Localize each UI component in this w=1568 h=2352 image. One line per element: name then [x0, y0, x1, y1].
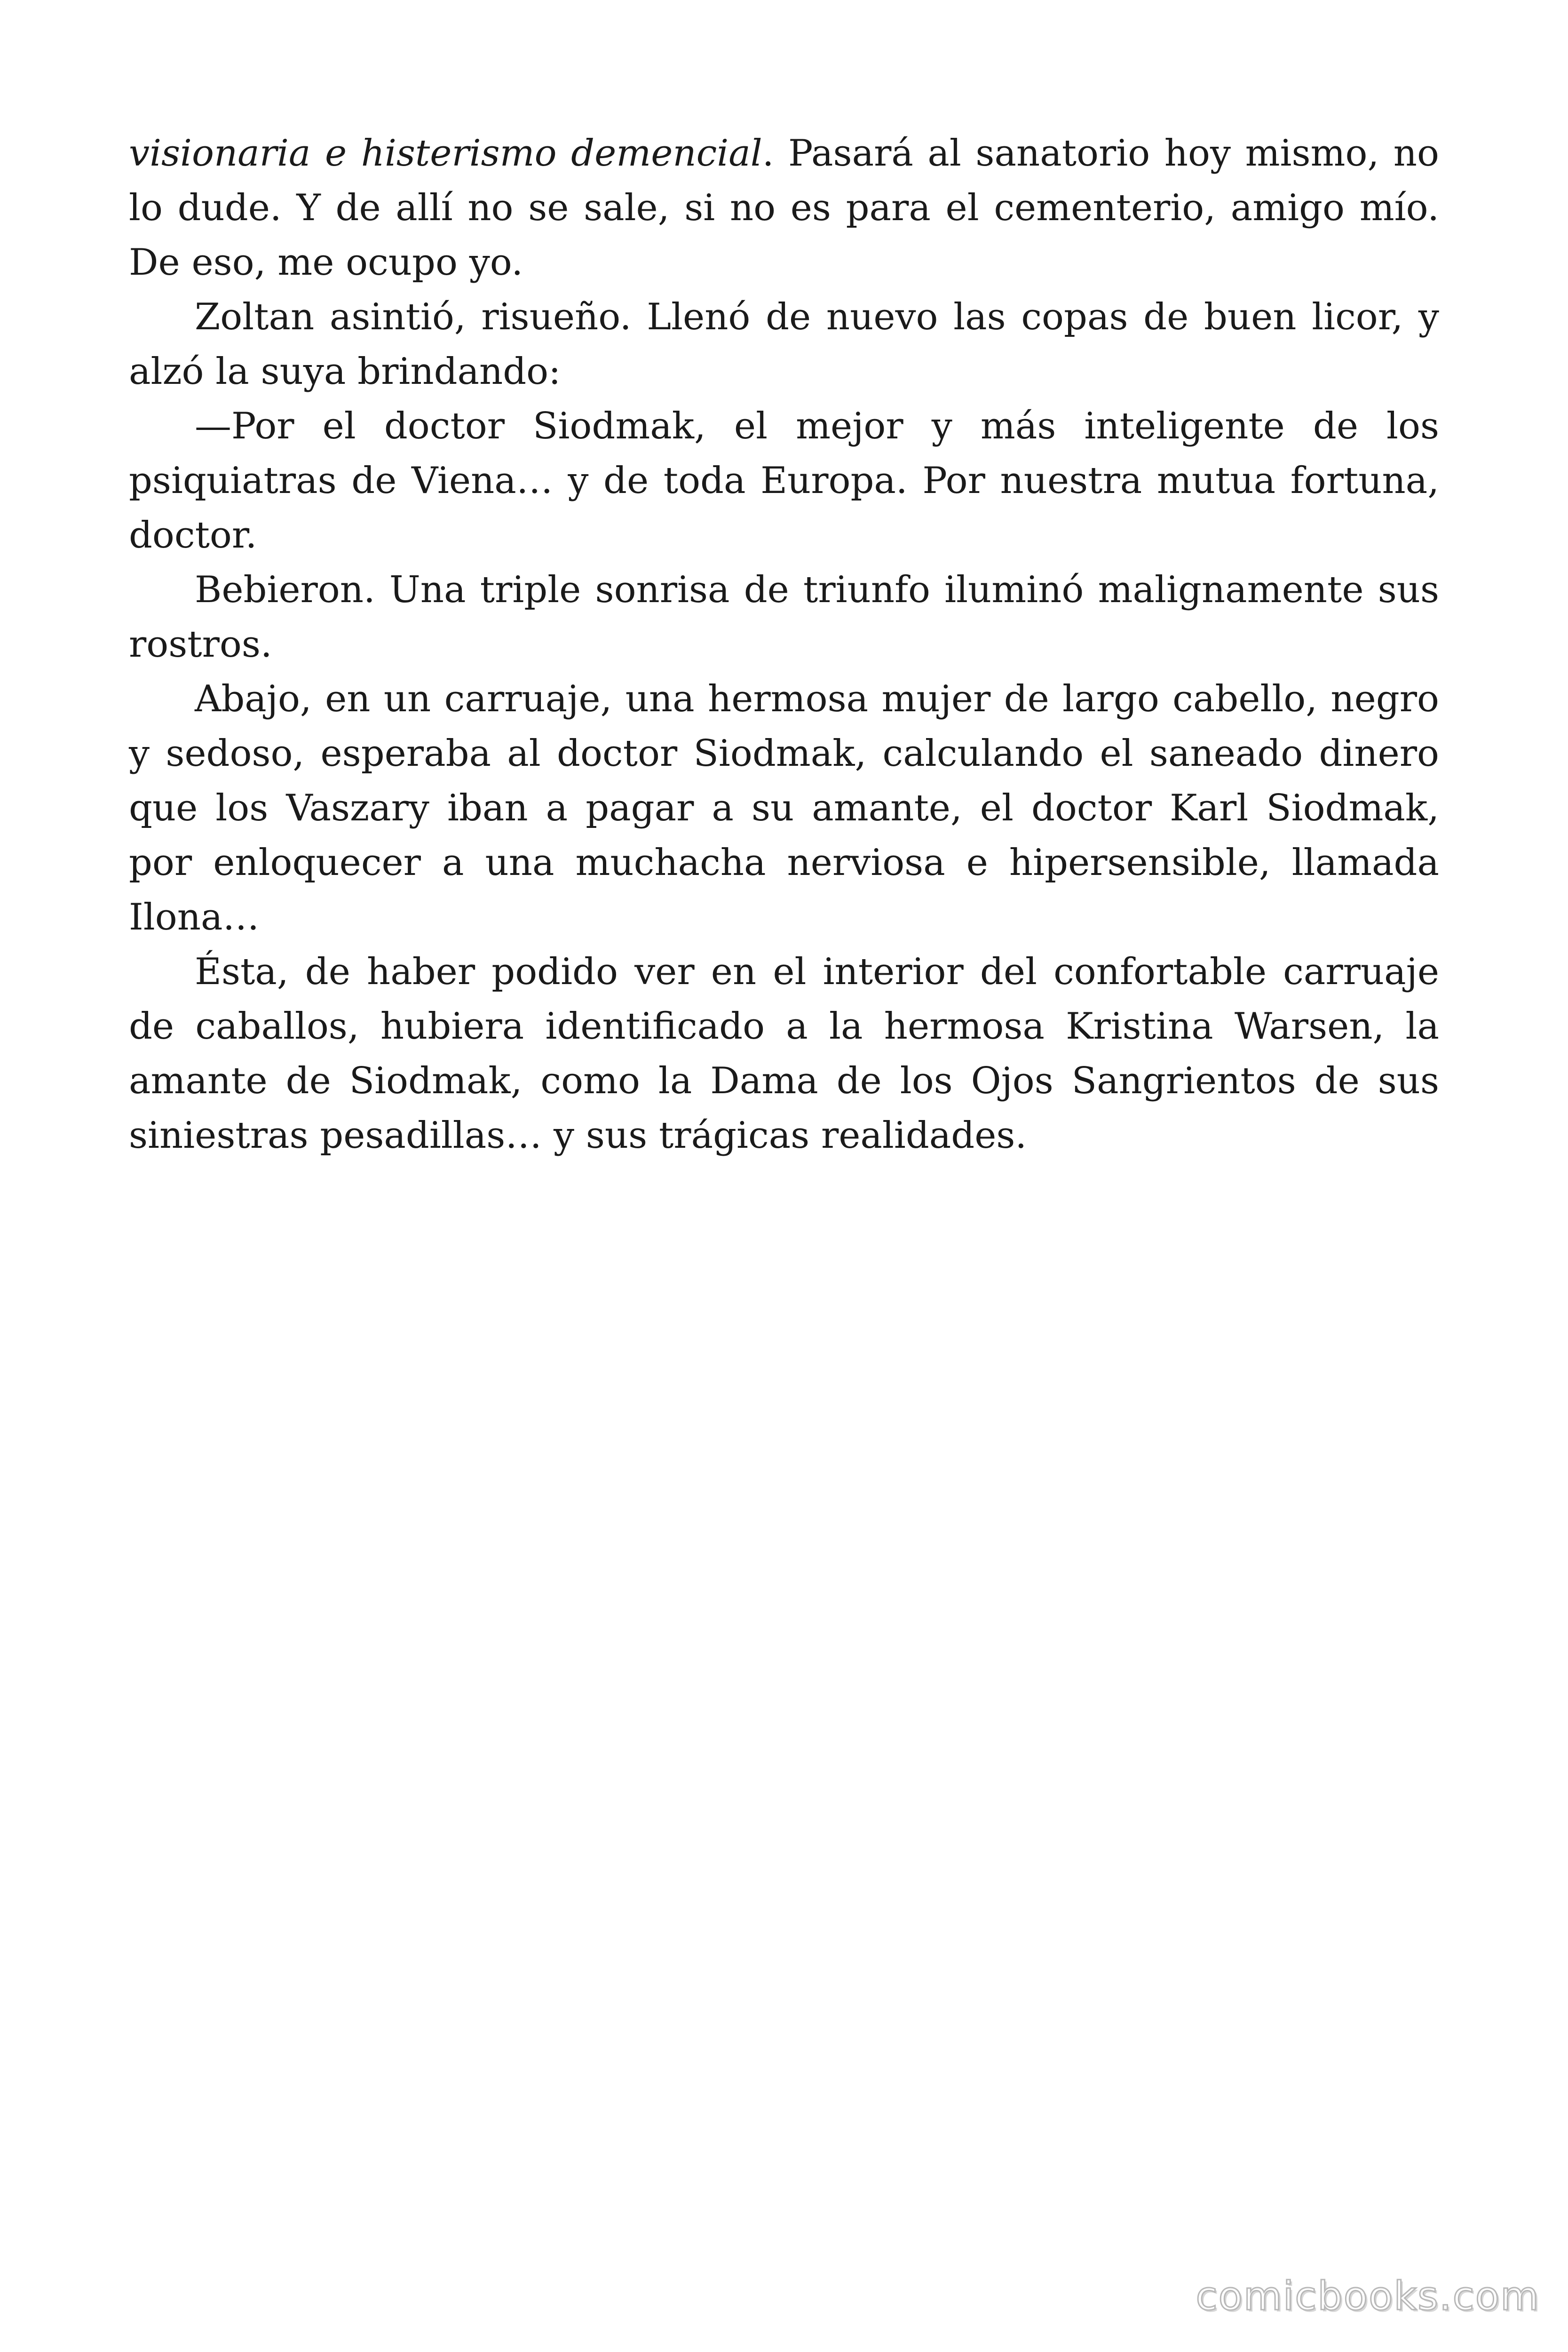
paragraph-2: Zoltan asintió, risueño. Llenó de nuevo las copas de buen licor, y alzó la suya brindando:	[129, 296, 1439, 393]
italic-phrase: visionaria e histerismo demencial	[129, 132, 762, 175]
paragraph-6: Ésta, de haber podido ver en el interior del confortable carruaje de caballos, hubiera identificado a la hermosa Kristina Warsen, la amante de Siodmak, como la Dama de los Ojos Sangrientos de sus siniestras pesadillas… y sus trágicas realidades.	[129, 951, 1439, 1157]
body-text	[129, 126, 1439, 1163]
paragraph-1	[129, 126, 1439, 290]
paragraph-1-text: . Pasará al sanatorio hoy mismo, no lo dude. Y de allí no se sale, si no es para el cementerio, amigo mío. De eso, me ocupo yo.	[129, 132, 1440, 284]
paragraph-3: —Por el doctor Siodmak, el mejor y más inteligente de los psiquiatras de Viena… y de toda Europa. Por nuestra mutua fortuna, doctor.	[129, 405, 1439, 556]
watermark: comicbooks.com	[1196, 2273, 1540, 2319]
paragraph-4: Bebieron. Una triple sonrisa de triunfo iluminó malignamente sus rostros.	[129, 569, 1439, 666]
paragraph-5: Abajo, en un carruaje, una hermosa mujer de largo cabello, negro y sedoso, esperaba al doctor Siodmak, calculando el saneado dinero que los Vaszary iban a pagar a su amante, el doctor Karl Siodmak, por enloquecer a una muchacha nerviosa e hipersensible, llamada Ilona…	[129, 678, 1439, 938]
